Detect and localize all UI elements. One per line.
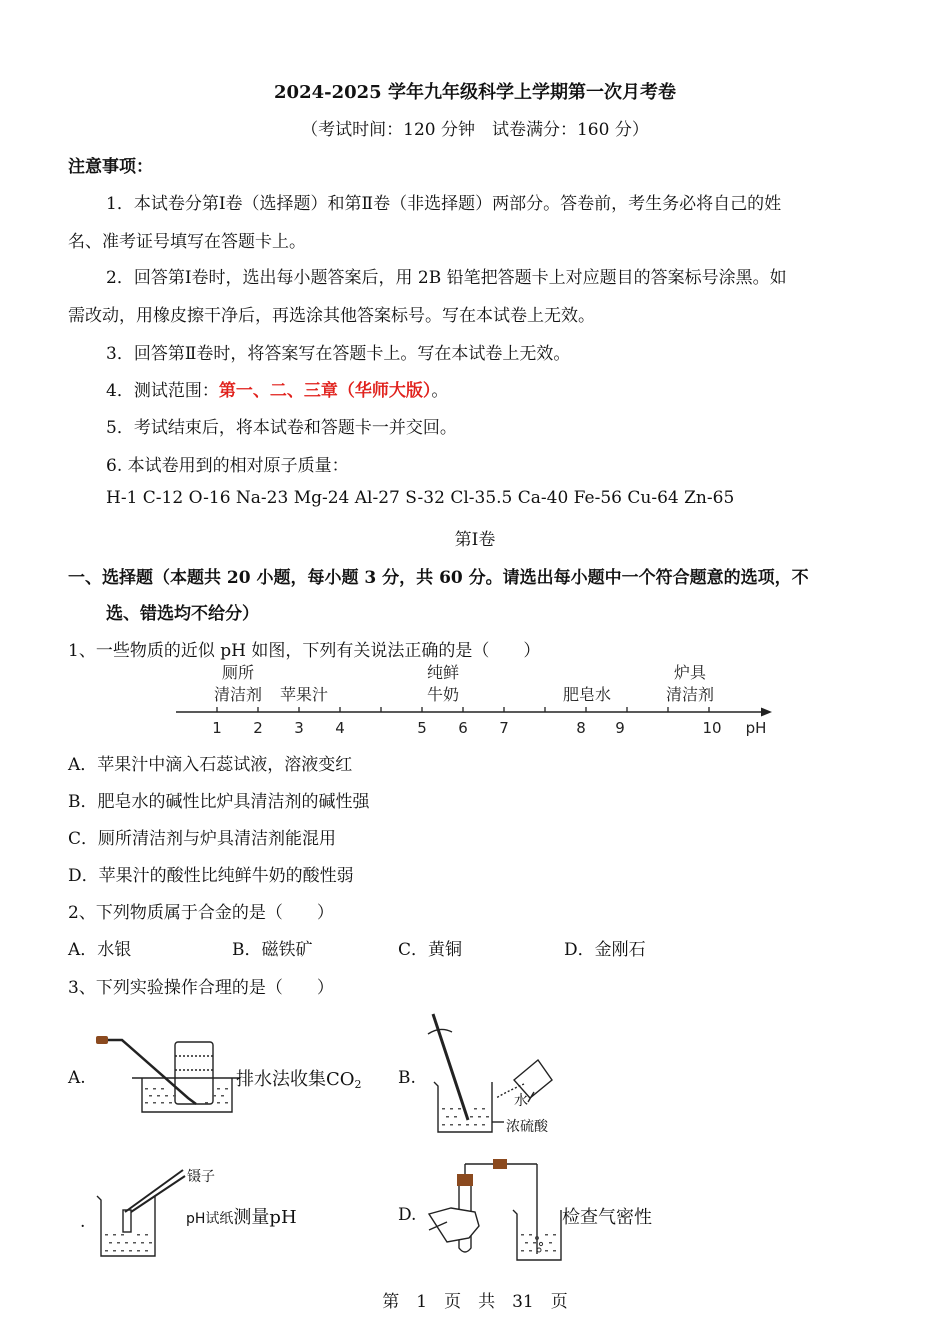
notice-item-3: 3．回答第Ⅱ卷时，将答案写在答题卡上。写在本试卷上无效。: [106, 344, 571, 364]
question-3-option-d-letter: D.: [398, 1205, 417, 1225]
label-apple-juice: 苹果汁: [279, 685, 329, 704]
question-2-option-c: C．黄铜: [398, 940, 463, 960]
water-displacement-apparatus: [90, 1028, 240, 1120]
ph-tick-label-10: 10: [702, 719, 722, 737]
ph-tick-label-9: 9: [615, 719, 625, 737]
notice-item-5: 5．考试结束后，将本试卷和答题卡一并交回。: [106, 418, 457, 438]
caption-measure-ph: 测量pH: [233, 1207, 297, 1228]
rubber-stopper: [457, 1174, 473, 1186]
label-concentrated-sulfuric-acid: 浓硫酸: [506, 1119, 548, 1135]
label-stove-cleaner-2: 清洁剂: [665, 685, 715, 704]
question-1-option-b: B．肥皂水的碱性比炉具清洁剂的碱性强: [68, 792, 370, 812]
ph-axis-label: pH: [745, 719, 767, 737]
label-stove-cleaner-1: 炉具: [673, 663, 707, 682]
question-3-stem: 3、下列实验操作合理的是（ ）: [68, 978, 334, 998]
ph-tick-label-7: 7: [499, 719, 509, 737]
notice-item-1-line-1: 1．本试卷分第Ⅰ卷（选择题）和第Ⅱ卷（非选择题）两部分。答卷前，考生务必将自己的姓: [106, 194, 782, 214]
question-3-option-a-letter: A.: [68, 1068, 86, 1088]
notice-item-4-suffix: 。: [431, 381, 449, 401]
question-3-option-c-letter: .: [80, 1212, 86, 1232]
ph-axis-arrow: [761, 708, 772, 717]
ph-test-paper: [123, 1210, 131, 1232]
rubber-tube-clip: [96, 1036, 108, 1044]
question-2-stem: 2、下列物质属于合金的是（ ）: [68, 903, 334, 923]
airtightness-apparatus: [425, 1150, 570, 1265]
label-milk-2: 牛奶: [426, 685, 460, 704]
label-toilet-cleaner-1: 厕所: [221, 663, 255, 682]
bubble: [539, 1242, 542, 1245]
question-1-stem: 1、一些物质的近似 pH 如图，下列有关说法正确的是（ ）: [68, 641, 541, 661]
notice-item-2-line-2: 需改动，用橡皮擦干净后，再选涂其他答案标号。写在本试卷上无效。: [68, 306, 595, 326]
section-heading-line-1: 一、选择题（本题共 20 小题，每小题 3 分，共 60 分。请选出每小题中一个符合题意的选项，不: [68, 568, 809, 588]
label-toilet-cleaner-2: 清洁剂: [213, 685, 263, 704]
question-3-option-b-letter: B.: [398, 1068, 416, 1088]
page-footer: 第 1 页 共 31 页: [382, 1292, 568, 1312]
test-scope: 第一、二、三章（华师大版）: [218, 381, 432, 401]
gas-collection-bottle: [175, 1042, 213, 1104]
question-3-option-c-caption: [186, 1203, 297, 1229]
volume-label: 第Ⅰ卷: [454, 530, 496, 550]
ph-tick-label-8: 8: [576, 719, 586, 737]
label-soap-water: 肥皂水: [562, 685, 612, 704]
notice-heading: 注意事项：: [68, 157, 153, 177]
notice-item-6: 6. 本试卷用到的相对原子质量：: [106, 456, 349, 476]
ph-scale-figure: [0, 658, 950, 746]
notice-item-2-line-1: 2．回答第Ⅰ卷时，选出每小题答案后，用 2B 铅笔把答题卡上对应题目的答案标号涂黑。如: [106, 268, 787, 288]
question-2-option-a: A．水银: [68, 940, 132, 960]
rubber-connector: [493, 1159, 507, 1169]
atomic-masses: H-1 C-12 O-16 Na-23 Mg-24 Al-27 S-32 Cl-35.5 Ca-40 Fe-56 Cu-64 Zn-65: [106, 488, 735, 508]
tweezers-lower: [131, 1176, 185, 1212]
ph-tick-label-2: 2: [253, 719, 263, 737]
notice-item-4: [106, 376, 448, 401]
ph-tick-label-6: 6: [458, 719, 468, 737]
question-2-option-b: B．磁铁矿: [232, 940, 313, 960]
acid-dilution-apparatus: [420, 1008, 590, 1143]
ph-tick-label-4: 4: [335, 719, 345, 737]
question-1-option-c: C．厕所清洁剂与炉具清洁剂能混用: [68, 829, 337, 849]
section-heading-line-2: 选、错选均不给分）: [106, 604, 259, 624]
ph-test-apparatus: [95, 1160, 190, 1260]
tweezers-upper: [125, 1170, 183, 1212]
question-3-option-a-caption: [236, 1065, 362, 1091]
label-tweezers: 镊子: [187, 1169, 215, 1185]
ph-tick-label-5: 5: [417, 719, 427, 737]
label-water: 水: [514, 1093, 528, 1109]
exam-info: （考试时间：120 分钟 试卷满分：160 分）: [301, 120, 649, 140]
page-title: 2024-2025 学年九年级科学上学期第一次月考卷: [274, 82, 676, 103]
label-milk-1: 纯鲜: [426, 663, 460, 682]
ph-tick-label-1: 1: [212, 719, 222, 737]
question-1-option-a: A．苹果汁中滴入石蕊试液，溶液变红: [68, 755, 353, 775]
label-ph-paper: pH试纸: [186, 1211, 234, 1227]
notice-item-1-line-2: 名、准考证号填写在答题卡上。: [68, 232, 306, 252]
question-2-option-d: D．金刚石: [564, 940, 646, 960]
caption-subscript: 2: [354, 1078, 362, 1091]
caption-text: 排水法收集CO: [236, 1069, 355, 1090]
question-1-option-d: D．苹果汁的酸性比纯鲜牛奶的酸性弱: [68, 866, 354, 886]
question-3-option-d-caption: 检查气密性: [562, 1207, 652, 1228]
notice-item-4-prefix: 4．测试范围：: [106, 381, 219, 401]
ph-tick-label-3: 3: [294, 719, 304, 737]
